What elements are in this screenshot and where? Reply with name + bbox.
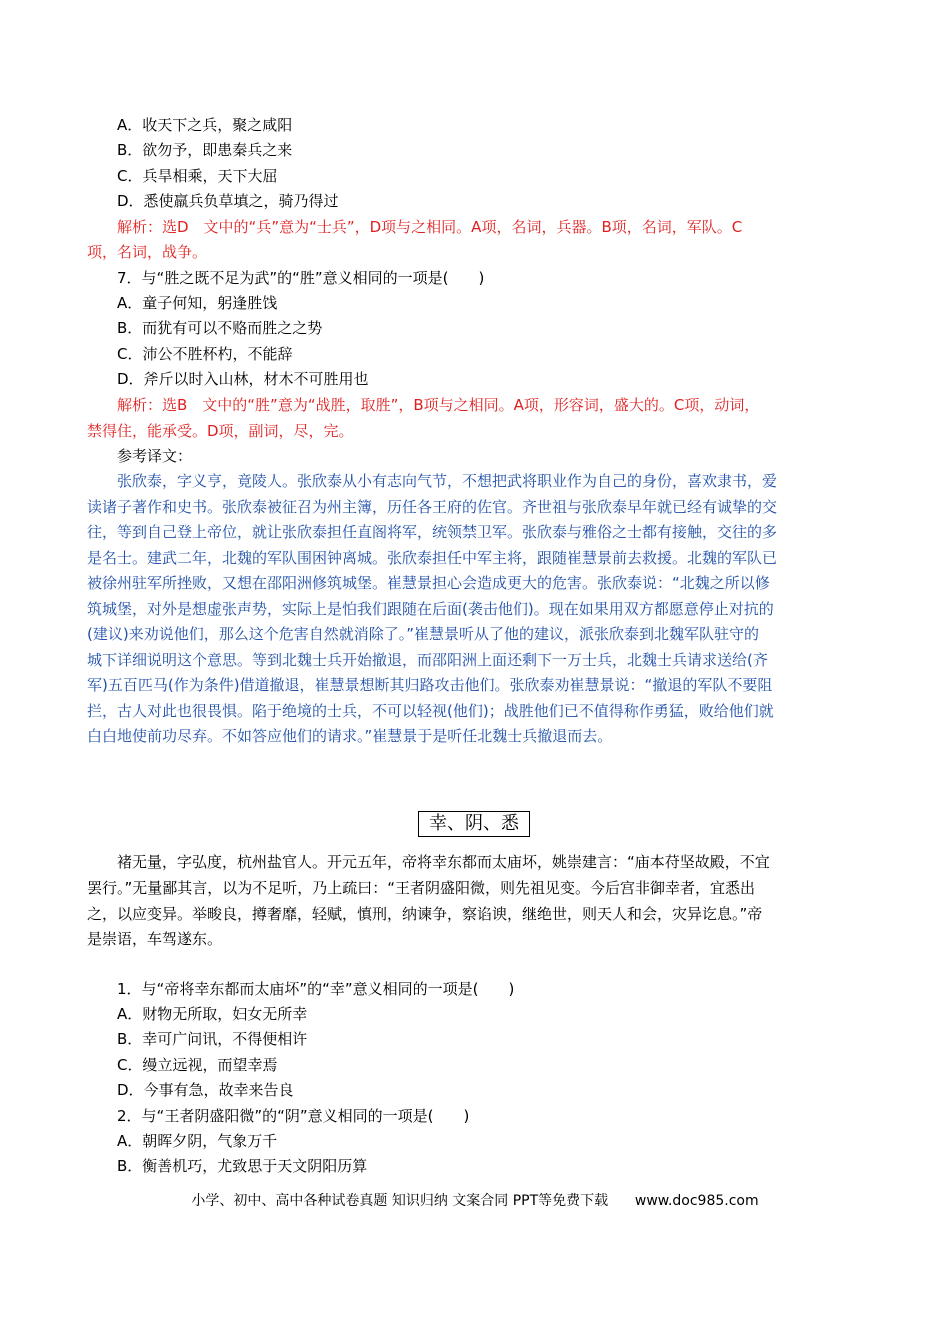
option-q2-a: A．朝晖夕阴，气象万千 [117,1132,278,1150]
footer-text: 小学、初中、高中各种试卷真题 知识归纳 文案合同 PPT等免费下载 [191,1193,609,1209]
translation-line: 拦，古人对此也很畏惧。陷于绝境的士兵，不可以轻视(他们)；战胜他们已不值得称作勇猛，败给他们就 [87,702,774,720]
option-q7-b: B．而犹有可以不赂而胜之之势 [117,319,323,337]
option-q1-b: B．幸可广问讯，不得便相许 [117,1030,308,1048]
option-q7-c: C．沛公不胜杯杓，不能辞 [117,345,293,363]
translation-line: 读诸子著作和史书。张欣泰被征召为州主簿，历任各王府的佐官。齐世祖与张欣泰早年就已经有诚挚的交 [87,498,778,516]
question-7: 7．与“胜之既不足为武”的“胜”意义相同的一项是( ) [117,269,485,287]
translation-line: 张欣泰，字义亨，竟陵人。张欣泰从小有志向气节，不想把武将职业作为自己的身份，喜欢隶书，爱 [117,472,778,490]
option-q7-d: D．斧斤以时入山林，材木不可胜用也 [117,370,369,388]
option-q6-b: B．欲勿予，即患秦兵之来 [117,141,293,159]
passage-line: 是崇语，车驾遂东。 [87,930,223,948]
option-q2-b: B．衡善机巧，尤致思于天文阴阳历算 [117,1157,368,1175]
question-2: 2．与“王者阴盛阳微”的“阴”意义相同的一项是( ) [117,1107,470,1125]
section-title: 幸、阴、悉 [418,811,530,837]
option-q6-c: C．兵旱相乘，天下大屈 [117,167,278,185]
analysis-q6-line1: 解析：选D 文中的“兵”意为“士兵”，D项与之相同。A项，名词，兵器。B项，名词，军队。C [117,218,743,236]
question-1: 1．与“帝将幸东都而太庙坏”的“幸”意义相同的一项是( ) [117,980,515,998]
analysis-q7-line1: 解析：选B 文中的“胜”意为“战胜，取胜”，B项与之相同。A项，形容词，盛大的。C项，动词， [117,396,760,414]
translation-line: 军)五百匹马(作为条件)借道撤退，崔慧景想断其归路攻击他们。张欣泰劝崔慧景说：“撤退的军队不要阻 [87,676,773,694]
option-q1-a: A．财物无所取，妇女无所幸 [117,1005,308,1023]
analysis-q6-line2: 项，名词，战争。 [87,243,208,261]
option-q7-a: A．童子何知，躬逢胜饯 [117,294,278,312]
translation-line: 被徐州驻军所挫败，又想在邵阳洲修筑城堡。崔慧景担心会造成更大的危害。张欣泰说：“北魏之所以修 [87,574,770,592]
passage-line: 罢行。”无量鄙其言，以为不足听，乃上疏曰：“王者阴盛阳微，则先祖见变。今后宫非御幸者，宜悉出 [87,879,756,897]
translation-line: 城下详细说明这个意思。等到北魏士兵开始撤退，而邵阳洲上面还剩下一万士兵，北魏士兵请求送给(齐 [87,651,768,669]
translation-label: 参考译文： [117,447,193,465]
translation-line: 是名士。建武二年，北魏的军队围困钟离城。张欣泰担任中军主将，跟随崔慧景前去救援。北魏的军队已 [87,549,778,567]
page-footer [0,1190,950,1212]
translation-line: 白白地使前功尽弃。不如答应他们的请求。”崔慧景于是听任北魏士兵撤退而去。 [87,727,613,745]
passage-line: 褚无量，字弘度，杭州盐官人。开元五年，帝将幸东都而太庙坏，姚崇建言：“庙本苻坚故殿，不宜 [117,853,770,871]
option-q6-a: A．收天下之兵，聚之咸阳 [117,116,293,134]
analysis-q7-line2: 禁得住，能承受。D项，副词，尽，完。 [87,422,354,440]
passage-line: 之，以应变异。举畯良，撙奢靡，轻赋，慎刑，纳谏争，察谄谀，继绝世，则天人和会，灾异讫息。”帝 [87,905,763,923]
translation-line: (建议)来劝说他们，那么这个危害自然就消除了。”崔慧景听从了他的建议，派张欣泰到北魏军队驻守的 [87,625,759,643]
translation-line: 筑城堡，对外是想虚张声势，实际上是怕我们跟随在后面(袭击他们)。现在如果用双方都愿意停止对抗的 [87,600,774,618]
translation-line: 往，等到自己登上帝位，就让张欣泰担任直阁将军，统领禁卫军。张欣泰与雅俗之士都有接触，交往的多 [87,523,778,541]
option-q1-c: C．缦立远视，而望幸焉 [117,1056,278,1074]
footer-site-link[interactable]: www.doc985.com [634,1193,759,1209]
option-q1-d: D．今事有急，故幸来告良 [117,1081,294,1099]
option-q6-d: D．悉使羸兵负草填之，骑乃得过 [117,192,339,210]
